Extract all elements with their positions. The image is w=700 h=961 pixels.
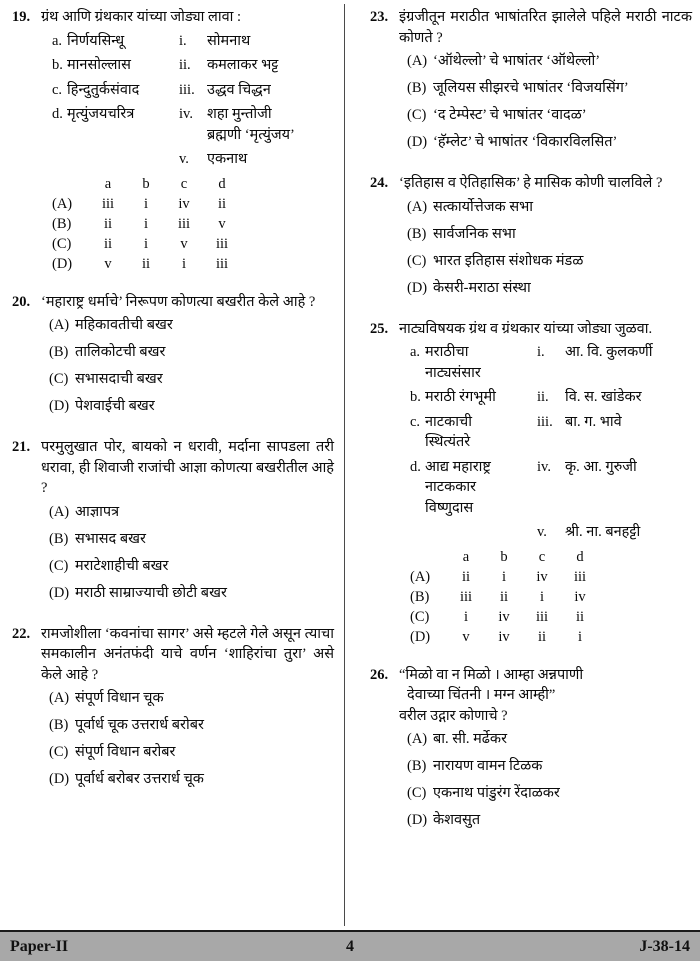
matrix-cell: ii bbox=[103, 215, 113, 232]
pair-left-value-line1: आद्य महाराष्ट्र bbox=[425, 458, 491, 475]
option-label: सभासदाची बखर bbox=[75, 371, 163, 387]
option-c[interactable] bbox=[399, 105, 692, 125]
page-number: 4 bbox=[346, 937, 354, 955]
matrix-option-row[interactable] bbox=[399, 627, 692, 647]
question-body bbox=[399, 173, 692, 305]
matrix-option-row[interactable] bbox=[399, 567, 692, 587]
matrix-cell: iv bbox=[498, 608, 510, 625]
question-number: 20. bbox=[12, 293, 31, 310]
pair-left-key: d. bbox=[52, 106, 63, 122]
option-key: (A) bbox=[410, 568, 431, 585]
pair-left-value-line2: नाट्यसंसार bbox=[425, 364, 481, 381]
pair-right-value-line2: ब्रह्मणी ‘मृत्युंजय’ bbox=[207, 126, 295, 143]
pair-right-key: iii. bbox=[179, 81, 195, 98]
option-label: नारायण वामन टिळक bbox=[433, 758, 543, 774]
pair-left-value-line3: विष्णुदास bbox=[425, 499, 474, 516]
question-text-line3: वरील उद्गार कोणाचे ? bbox=[399, 707, 508, 724]
options-list bbox=[41, 502, 334, 603]
option-d[interactable] bbox=[41, 583, 334, 603]
matrix-cell: iv bbox=[536, 568, 548, 585]
option-key: (C) bbox=[410, 608, 430, 625]
matrix-header-b: b bbox=[142, 175, 150, 192]
option-key: (B) bbox=[49, 530, 69, 547]
answer-matrix bbox=[399, 547, 692, 647]
page-footer bbox=[0, 930, 700, 961]
question-20 bbox=[10, 292, 334, 424]
matrix-cell: iii bbox=[177, 215, 191, 232]
option-key: (B) bbox=[49, 344, 69, 360]
option-d[interactable] bbox=[41, 769, 334, 789]
option-c[interactable] bbox=[41, 556, 334, 576]
option-label: सत्कार्योत्तेजक सभा bbox=[433, 198, 534, 215]
option-a[interactable] bbox=[41, 688, 334, 708]
option-key: (B) bbox=[407, 758, 427, 774]
matrix-cell: iii bbox=[101, 195, 115, 212]
pair-right-value-group bbox=[207, 104, 334, 145]
pair-left-value-line2: स्थित्यंतरे bbox=[425, 434, 471, 450]
pair-row bbox=[41, 31, 334, 52]
option-label: सार्वजनिक सभा bbox=[433, 225, 516, 242]
pair-left-value: मृत्युंजयचरित्र bbox=[67, 106, 135, 122]
question-text: ‘महाराष्ट्र धर्माचे’ निरूपण कोणत्या बखरीत केले आहे ? bbox=[41, 293, 316, 310]
pair-left-value: निर्णयसिन्धू bbox=[67, 32, 125, 49]
option-b[interactable] bbox=[399, 756, 692, 776]
question-21 bbox=[10, 437, 334, 610]
question-number: 26. bbox=[370, 666, 389, 683]
matrix-cell: iii bbox=[459, 588, 473, 605]
question-text: परमुलुखात पोर, बायको न धरावी, मर्दाना सापडला तरी धरावा, ही शिवाजी राजांची आज्ञा कोणत्या बखरीतील आहे ? bbox=[41, 439, 334, 496]
matrix-cell: ii bbox=[461, 568, 471, 585]
option-key: (A) bbox=[407, 198, 428, 215]
matrix-header-c: c bbox=[538, 548, 546, 565]
option-key: (A) bbox=[49, 690, 70, 706]
option-label: संपूर्ण विधान चूक bbox=[75, 690, 164, 706]
pair-right-key: i. bbox=[179, 32, 187, 49]
question-text-line2: देवाच्या चिंतनी । मग्न आम्ही” bbox=[407, 687, 556, 703]
question-body bbox=[41, 437, 334, 610]
option-label: मराटेशाहीची बखर bbox=[75, 557, 169, 574]
pair-left-key: d. bbox=[410, 458, 421, 475]
options-list bbox=[41, 688, 334, 789]
matrix-option-row[interactable] bbox=[41, 234, 334, 254]
option-key: (B) bbox=[410, 588, 430, 605]
question-body bbox=[399, 665, 692, 838]
question-body bbox=[399, 7, 692, 159]
matrix-header-row bbox=[399, 547, 692, 567]
option-label: महिकावतीची बखर bbox=[75, 317, 173, 333]
question-body bbox=[41, 7, 334, 278]
pair-left-value: मानसोल्लास bbox=[67, 57, 131, 73]
pair-right-key: ii. bbox=[537, 389, 549, 405]
pair-right-value: श्री. ना. बनहट्टी bbox=[565, 524, 641, 540]
option-key: (B) bbox=[407, 225, 427, 242]
option-label: केसरी-मराठा संस्था bbox=[433, 279, 531, 296]
option-key: (B) bbox=[407, 80, 427, 96]
option-d[interactable] bbox=[41, 396, 334, 416]
option-c[interactable] bbox=[41, 369, 334, 389]
column-divider bbox=[344, 4, 345, 926]
pair-left-value: हिन्दुतुर्कसंवाद bbox=[67, 81, 140, 98]
question-text: ग्रंथ आणि ग्रंथकार यांच्या जोड्या लावा : bbox=[41, 9, 242, 25]
matrix-cell: i bbox=[501, 568, 507, 585]
option-key: (C) bbox=[407, 107, 427, 123]
pair-left-value-line1: नाटकाची bbox=[425, 413, 472, 430]
option-key: (A) bbox=[407, 731, 428, 747]
question-25 bbox=[368, 319, 692, 651]
option-label: पेशवाईची बखर bbox=[75, 398, 155, 414]
pair-left-key: a. bbox=[410, 344, 421, 360]
option-key: (B) bbox=[52, 215, 72, 232]
matrix-cell: ii bbox=[499, 588, 509, 605]
option-key: (B) bbox=[49, 717, 69, 733]
matrix-corner bbox=[399, 547, 447, 567]
option-label: भारत इतिहास संशोधक मंडळ bbox=[433, 252, 584, 269]
pair-right-value-line1: शहा मुन्तोजी bbox=[207, 106, 272, 122]
question-number: 19. bbox=[12, 9, 31, 25]
option-label: ‘हॅम्लेट’ चे भाषांतर ‘विकारविलसित’ bbox=[433, 134, 618, 150]
matrix-option-row[interactable] bbox=[41, 194, 334, 214]
option-key: (A) bbox=[49, 317, 70, 333]
pair-left-value-group bbox=[425, 412, 537, 453]
option-b[interactable] bbox=[399, 78, 692, 98]
question-number: 24. bbox=[370, 175, 389, 191]
pair-right-value: उद्धव चिद्धन bbox=[207, 81, 271, 98]
question-24 bbox=[368, 173, 692, 305]
option-key: (D) bbox=[49, 584, 70, 601]
option-key: (D) bbox=[407, 812, 428, 828]
matrix-header-a: a bbox=[104, 175, 112, 192]
option-b[interactable] bbox=[41, 342, 334, 362]
question-text: नाट्यविषयक ग्रंथ व ग्रंथकार यांच्या जोड्या जुळवा. bbox=[399, 320, 653, 337]
matrix-cell: ii bbox=[141, 255, 151, 272]
pair-row bbox=[399, 387, 692, 408]
matrix-header-d: d bbox=[218, 175, 226, 192]
matrix-cell: iii bbox=[215, 255, 229, 272]
matrix-cell: i bbox=[539, 588, 545, 605]
matrix-header-c: c bbox=[180, 175, 188, 192]
paper-code: J-38-14 bbox=[639, 937, 690, 955]
option-key: (C) bbox=[407, 785, 427, 801]
pair-right-value: आ. वि. कुलकर्णी bbox=[565, 344, 653, 360]
option-label: पूर्वार्ध बरोबर उत्तरार्ध चूक bbox=[75, 771, 204, 787]
matrix-option-row[interactable] bbox=[399, 587, 692, 607]
pair-left-key: b. bbox=[410, 389, 421, 405]
matrix-cell: v bbox=[104, 255, 112, 272]
question-text: इंग्रजीतून मराठीत भाषांतरित झालेले पहिले मराठी नाटक कोणते ? bbox=[399, 9, 692, 46]
pair-right-key: iii. bbox=[537, 413, 553, 430]
pair-row bbox=[399, 412, 692, 453]
question-19 bbox=[10, 7, 334, 278]
option-a[interactable] bbox=[41, 502, 334, 522]
option-key: (A) bbox=[52, 195, 73, 212]
pair-row bbox=[41, 149, 334, 170]
pair-right-value: बा. ग. भावे bbox=[565, 413, 622, 430]
option-label: मराठी साम्राज्याची छोटी बखर bbox=[75, 584, 227, 601]
answer-matrix bbox=[41, 174, 334, 274]
option-key: (D) bbox=[49, 398, 70, 414]
matrix-cell: i bbox=[577, 628, 583, 645]
matrix-header-row bbox=[41, 174, 334, 194]
matrix-cell: i bbox=[143, 195, 149, 212]
question-text-line1: “मिळो वा न मिळो । आम्हा अन्नपाणी bbox=[399, 666, 584, 683]
options-list bbox=[41, 315, 334, 416]
option-label: ‘द टेम्पेस्ट’ चे भाषांतर ‘वादळ’ bbox=[433, 107, 587, 123]
option-key: (C) bbox=[407, 252, 427, 269]
matrix-cell: v bbox=[462, 628, 470, 645]
option-d[interactable] bbox=[399, 810, 692, 830]
option-b[interactable] bbox=[41, 715, 334, 735]
matrix-header-a: a bbox=[462, 548, 470, 565]
question-text: ‘इतिहास व ऐतिहासिक’ हे मासिक कोणी चालविले ? bbox=[399, 175, 663, 191]
matrix-corner bbox=[41, 174, 89, 194]
question-number: 23. bbox=[370, 9, 389, 25]
pair-right-key: ii. bbox=[179, 57, 191, 73]
option-c[interactable] bbox=[399, 251, 692, 271]
question-text: रामजोशीला ‘कवनांचा सागर’ असे म्हटले गेले असून त्याचा समकालीन अनंतफंदी याचे वर्णन ‘शाहिरांचा तुरा’ असे केले आहे ? bbox=[41, 625, 334, 683]
pair-left-key: c. bbox=[410, 413, 421, 430]
pair-right-value: एकनाथ bbox=[207, 151, 248, 167]
option-c[interactable] bbox=[41, 742, 334, 762]
option-label: पूर्वार्ध चूक उत्तरार्ध बरोबर bbox=[75, 717, 204, 733]
pair-left-value-line2: नाटककार bbox=[425, 479, 477, 495]
option-label: बा. सी. मर्ढेकर bbox=[433, 731, 507, 747]
option-label: आज्ञापत्र bbox=[75, 503, 120, 520]
option-b[interactable] bbox=[399, 224, 692, 244]
matrix-cell: v bbox=[180, 235, 188, 252]
pair-right-key: iv. bbox=[537, 458, 551, 475]
matrix-cell: i bbox=[463, 608, 469, 625]
paper-label: Paper-II bbox=[10, 937, 69, 955]
option-label: जूलियस सीझरचे भाषांतर ‘विजयसिंग’ bbox=[433, 80, 629, 96]
option-b[interactable] bbox=[41, 529, 334, 549]
matrix-cell: ii bbox=[537, 628, 547, 645]
options-list bbox=[399, 729, 692, 830]
left-column bbox=[0, 0, 350, 930]
pair-row bbox=[399, 342, 692, 383]
question-body bbox=[399, 319, 692, 651]
matrix-cell: ii bbox=[217, 195, 227, 212]
matrix-option-row[interactable] bbox=[41, 254, 334, 274]
matrix-option-row[interactable] bbox=[399, 607, 692, 627]
pair-row bbox=[41, 55, 334, 76]
matrix-cell: iv bbox=[178, 195, 190, 212]
option-key: (D) bbox=[407, 279, 428, 296]
question-body bbox=[41, 624, 334, 797]
question-number: 21. bbox=[12, 439, 31, 455]
matrix-option-row[interactable] bbox=[41, 214, 334, 234]
pair-left-value-group bbox=[425, 457, 537, 519]
question-26 bbox=[368, 665, 692, 838]
option-a[interactable] bbox=[399, 729, 692, 749]
option-key: (D) bbox=[49, 771, 70, 787]
option-label: तालिकोटची बखर bbox=[75, 344, 166, 360]
pair-left-value: मराठी रंगभूमी bbox=[425, 389, 496, 405]
option-a[interactable] bbox=[41, 315, 334, 335]
option-a[interactable] bbox=[399, 197, 692, 217]
matrix-cell: i bbox=[143, 235, 149, 252]
option-key: (A) bbox=[407, 53, 428, 69]
matrix-header-d: d bbox=[576, 548, 584, 565]
pair-row bbox=[399, 522, 692, 543]
question-body bbox=[41, 292, 334, 424]
matrix-cell: iii bbox=[215, 235, 229, 252]
options-list bbox=[399, 197, 692, 298]
option-label: सभासद बखर bbox=[75, 530, 146, 547]
matrix-cell: iii bbox=[535, 608, 549, 625]
matrix-cell: ii bbox=[103, 235, 113, 252]
matrix-cell: ii bbox=[575, 608, 585, 625]
pair-row bbox=[399, 457, 692, 519]
option-label: संपूर्ण विधान बरोबर bbox=[75, 744, 176, 760]
option-a[interactable] bbox=[399, 51, 692, 71]
right-column bbox=[350, 0, 700, 930]
option-label: केशवसुत bbox=[433, 812, 481, 828]
matching-pairs bbox=[399, 342, 692, 543]
question-number: 25. bbox=[370, 320, 389, 337]
option-key: (C) bbox=[49, 744, 69, 760]
option-key: (D) bbox=[52, 255, 73, 272]
option-label: ‘ऑथेल्लो’ चे भाषांतर ‘ऑथेल्लो’ bbox=[433, 53, 601, 69]
matrix-cell: iii bbox=[573, 568, 587, 585]
matrix-cell: iv bbox=[574, 588, 586, 605]
option-key: (D) bbox=[407, 134, 428, 150]
option-key: (C) bbox=[49, 557, 69, 574]
pair-row bbox=[41, 80, 334, 101]
matrix-cell: iv bbox=[498, 628, 510, 645]
question-23 bbox=[368, 7, 692, 159]
options-list bbox=[399, 51, 692, 152]
option-c[interactable] bbox=[399, 783, 692, 803]
pair-left-key: b. bbox=[52, 57, 63, 73]
pair-left-key: c. bbox=[52, 81, 63, 98]
option-key: (A) bbox=[49, 503, 70, 520]
option-key: (C) bbox=[52, 235, 72, 252]
matrix-cell: i bbox=[181, 255, 187, 272]
pair-right-key: i. bbox=[537, 344, 545, 360]
pair-right-key: iv. bbox=[179, 106, 193, 122]
pair-right-value: कृ. आ. गुरुजी bbox=[565, 458, 637, 475]
pair-row bbox=[41, 104, 334, 145]
question-22 bbox=[10, 624, 334, 797]
question-number: 22. bbox=[12, 625, 31, 642]
option-key: (D) bbox=[410, 628, 431, 645]
matrix-cell: i bbox=[143, 215, 149, 232]
matrix-cell: v bbox=[218, 215, 226, 232]
pair-left-value-group bbox=[425, 342, 537, 383]
option-label: एकनाथ पांडुरंग रेंदाळकर bbox=[433, 785, 560, 801]
pair-right-value: सोमनाथ bbox=[207, 32, 251, 49]
pair-left-key: a. bbox=[52, 32, 63, 49]
pair-right-key: v. bbox=[537, 524, 547, 540]
matrix-header-b: b bbox=[500, 548, 508, 565]
pair-right-value: वि. स. खांडेकर bbox=[565, 389, 642, 405]
pair-right-value: कमलाकर भट्ट bbox=[207, 57, 279, 73]
matching-pairs bbox=[41, 31, 334, 170]
option-d[interactable] bbox=[399, 132, 692, 152]
option-key: (C) bbox=[49, 371, 69, 387]
option-d[interactable] bbox=[399, 278, 692, 298]
pair-right-key: v. bbox=[179, 151, 189, 167]
pair-left-value-line1: मराठीचा bbox=[425, 344, 469, 360]
